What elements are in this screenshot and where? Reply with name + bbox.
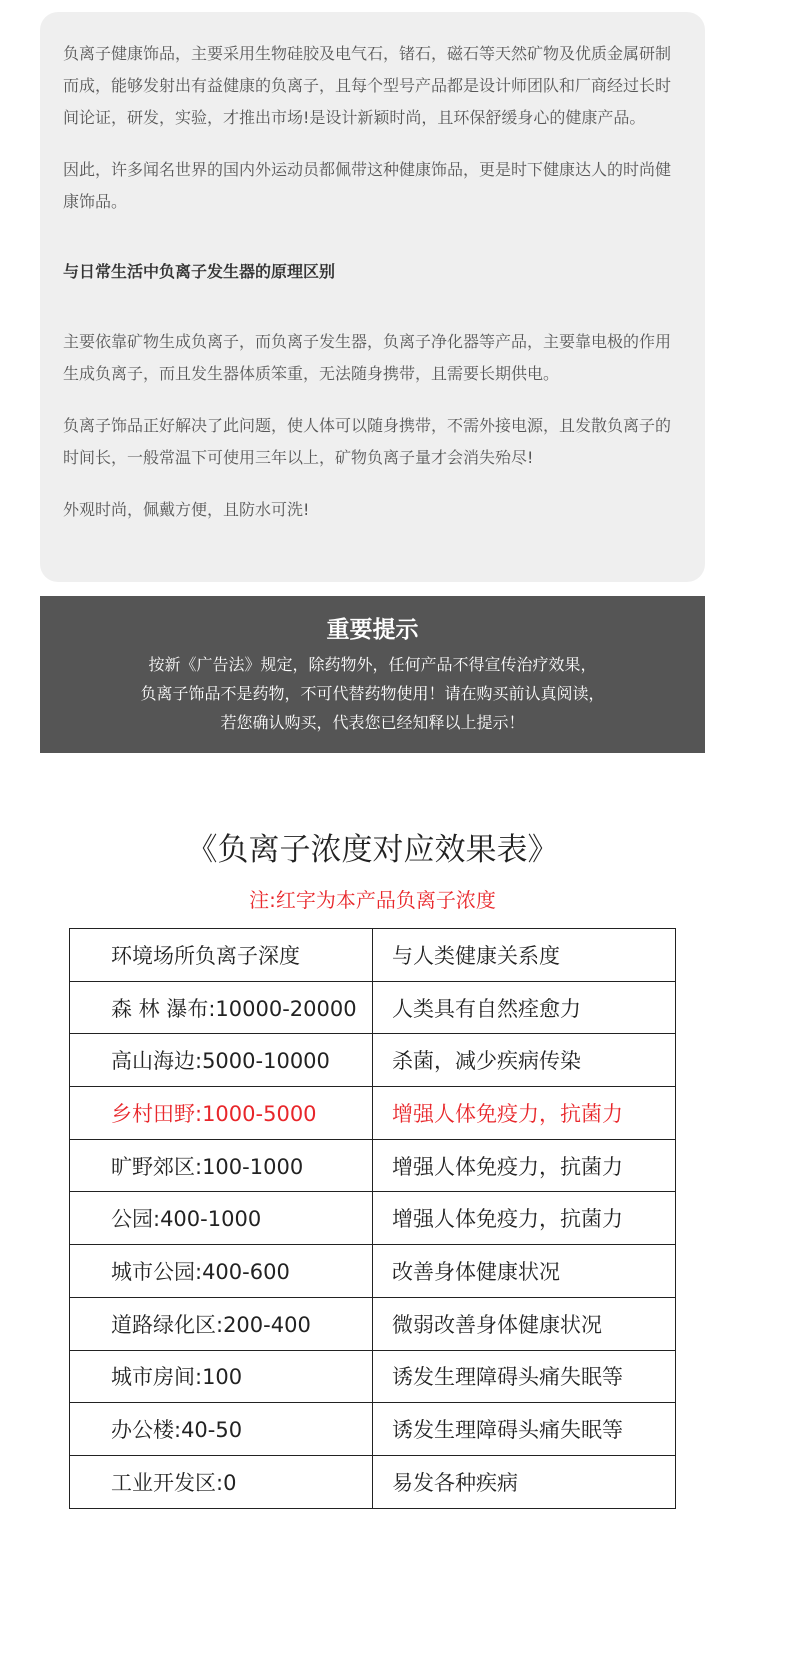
table-row xyxy=(70,1034,676,1087)
location-cell: 城市公园:400-600 xyxy=(70,1245,373,1298)
table-row xyxy=(70,1297,676,1350)
notice-line-2: 负离子饰品不是药物，不可代替药物使用！请在购买前认真阅读， xyxy=(140,684,605,703)
notice-title: 重要提示 xyxy=(326,617,419,643)
header-cell-health-relation: 与人类健康关系度 xyxy=(373,929,676,982)
effect-cell: 改善身体健康状况 xyxy=(373,1245,676,1298)
location-cell: 旷野郊区:100-1000 xyxy=(70,1139,373,1192)
effect-cell: 微弱改善身体健康状况 xyxy=(373,1297,676,1350)
effect-cell: 易发各种疾病 xyxy=(373,1455,676,1508)
location-cell: 乡村田野:1000-5000 xyxy=(70,1087,373,1140)
ion-concentration-table xyxy=(69,928,676,1509)
table-row xyxy=(70,1350,676,1403)
location-cell: 高山海边:5000-10000 xyxy=(70,1034,373,1087)
location-cell: 森 林 瀑布:10000-20000 xyxy=(70,981,373,1034)
table-row xyxy=(70,1455,676,1508)
table-row xyxy=(70,1403,676,1456)
location-cell: 办公楼:40-50 xyxy=(70,1403,373,1456)
effect-cell: 杀菌，减少疾病传染 xyxy=(373,1034,676,1087)
table-title: 《负离子浓度对应效果表》 xyxy=(186,832,559,868)
notice-line-1: 按新《广告法》规定，除药物外，任何产品不得宣传治疗效果， xyxy=(148,655,597,674)
intro-paragraph-5: 外观时尚，佩戴方便，且防水可洗! xyxy=(63,500,310,519)
table-row xyxy=(70,1245,676,1298)
intro-paragraph-4: 负离子饰品正好解决了此问题，使人体可以随身携带，不需外接电源，且发散负离子的时间长，一般常温下可使用三年以上，矿物负离子量才会消失殆尽! xyxy=(63,416,672,467)
location-cell: 道路绿化区:200-400 xyxy=(70,1297,373,1350)
effect-cell: 诱发生理障碍头痛失眠等 xyxy=(373,1403,676,1456)
intro-subheading: 与日常生活中负离子发生器的原理区别 xyxy=(63,262,336,281)
table-row xyxy=(70,1139,676,1192)
effect-cell: 增强人体免疫力，抗菌力 xyxy=(373,1192,676,1245)
effect-cell: 诱发生理障碍头痛失眠等 xyxy=(373,1350,676,1403)
table-row xyxy=(70,981,676,1034)
table-row-highlighted xyxy=(70,1087,676,1140)
effect-cell: 人类具有自然痊愈力 xyxy=(373,981,676,1034)
header-cell-location: 环境场所负离子深度 xyxy=(70,929,373,982)
notice-body xyxy=(40,650,705,737)
intro-card xyxy=(40,12,705,582)
effect-cell: 增强人体免疫力，抗菌力 xyxy=(373,1139,676,1192)
intro-paragraph-1: 负离子健康饰品，主要采用生物硅胶及电气石，锗石，磁石等天然矿物及优质金属研制而成，能够发射出有益健康的负离子，且每个型号产品都是设计师团队和厂商经过长时间论证，研发，实验，才推出市场!是设计新颖时尚，且环保舒缓身心的健康产品。 xyxy=(63,44,672,127)
intro-paragraph-3: 主要依靠矿物生成负离子，而负离子发生器，负离子净化器等产品，主要靠电极的作用生成负离子，而且发生器体质笨重，无法随身携带，且需要长期供电。 xyxy=(63,332,672,383)
important-notice-banner xyxy=(40,596,705,753)
notice-line-3: 若您确认购买，代表您已经知释以上提示！ xyxy=(220,713,525,732)
location-cell: 工业开发区:0 xyxy=(70,1455,373,1508)
location-cell: 公园:400-1000 xyxy=(70,1192,373,1245)
location-cell: 城市房间:100 xyxy=(70,1350,373,1403)
effect-cell: 增强人体免疫力，抗菌力 xyxy=(373,1087,676,1140)
table-note: 注:红字为本产品负离子浓度 xyxy=(249,888,496,912)
intro-paragraph-2: 因此，许多闻名世界的国内外运动员都佩带这种健康饰品，更是时下健康达人的时尚健康饰品。 xyxy=(63,160,672,211)
table-row xyxy=(70,1192,676,1245)
table-header-row xyxy=(70,929,676,982)
